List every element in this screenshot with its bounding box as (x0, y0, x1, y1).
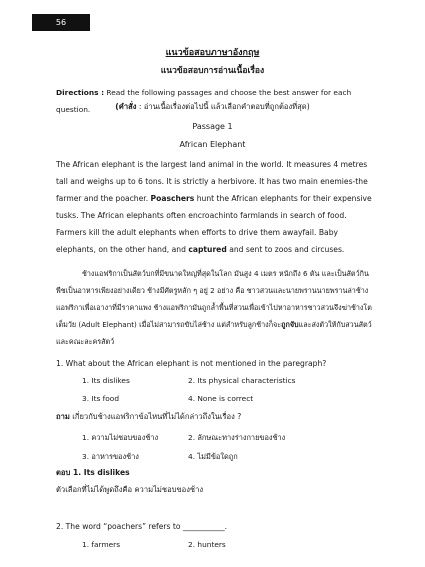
q1-thai-text: เกี่ยวกับช้างแอฟริกาข้อไหนที่ไม่ได้กล่าวถึงในเรื่อง ? (69, 412, 242, 421)
q1-answer: ตอบ 1. Its dislikes (56, 468, 130, 477)
paragraph-part1: The African elephant is the largest land animal in the world. It measures 4 metres tall and weighs up to 6 tons. It is strictly a herbivore. It has two main enemies-the farmer and the poacher. (56, 160, 368, 203)
thai-paragraph (56, 265, 372, 350)
paragraph-part2: hunt the African elephants for their expensive tusks. The African elephants often encroachinto farmlands in search of food. Farmers kill the adult elephants when efforts to drive them awayfail. Baby elephants, on the other hand, and (56, 194, 372, 254)
page-title: แนวข้อสอบภาษาอังกฤษ (165, 48, 260, 58)
q2-option-1: 1. farmers (82, 540, 121, 549)
directions-label: Directions : (56, 88, 105, 97)
q1-option-3: 3. Its food (82, 394, 120, 403)
question1-text: 1. What about the African elephant is not mentioned in the paregraph? (56, 359, 327, 368)
q1-thai-option-1: 1. ความไม่ชอบของช้าง (82, 433, 159, 442)
q1-thai-option-3: 3. อาหารของช้าง (82, 452, 139, 461)
paragraph-part3: and sent to zoos and circuses. (226, 245, 345, 254)
q1-option-1: 1. Its dislikes (82, 376, 130, 385)
thai-directions (0, 101, 425, 113)
thai-paragraph-part1: ช้างแอฟริกาเป็นสัตว์บกที่มีขนาดใหญ่ที่สุดในโลก มันสูง 4 เมตร หนักถึง 6 ตัน และเป็นสัตว์กินพืชเป็นอาหารเพียงอย่างเดียว ช้างมีศัตรูหลัก ๆ อยู่ 2 อย่าง คือ ชาวสวนและนายพรานนายพรานล่าช้างแอฟริกาเพื่อเอางาที่มีราคาแพง ช้างแอฟริกามันถูกล้ำพื้นที่สวนเพื่อเข้าไปหาอาหารชาวสวนจึงฆ่าช้างโตเต็มวัย (Adult Elephant) เมื่อไม่สามารถขับไล่ช้าง แต่สำหรับลูกช้างก็จะ (56, 269, 372, 329)
thai-directions-text: : อ่านเนื้อเรื่องต่อไปนี้ แล้วเลือกคำตอบที่ถูกต้องที่สุด) (136, 102, 310, 111)
question2-text: 2. The word “poachers” refers to ___________. (56, 522, 228, 531)
page-number-tab: 56 (32, 14, 90, 31)
q1-thai-question (56, 408, 372, 425)
q1-thai-option-4: 4. ไม่มีข้อใดถูก (188, 452, 238, 461)
q1-option-2: 2. Its physical characteristics (188, 376, 296, 385)
captured-word: captured (188, 245, 227, 254)
q1-thai-option-2: 2. ลักษณะทางร่างกายของช้าง (188, 433, 286, 442)
thai-directions-label: (คำสั่ง (115, 102, 137, 111)
english-paragraph (56, 156, 372, 258)
thai-paragraph-bold: ถูกจับ (281, 320, 299, 329)
q1-option-4: 4. None is correct (188, 394, 254, 403)
passage-title: African Elephant (179, 140, 246, 149)
q2-option-2: 2. hunters (188, 540, 226, 549)
q1-explanation: ตัวเลือกที่ไม่ได้พูดถึงคือ ความไม่ชอบของช้าง (56, 485, 204, 494)
directions-text: Read the following passages and choose the best answer for each question. (56, 88, 352, 114)
thai-paragraph-part2: และส่งตัวให้กับสวนสัตว์และคณะละครสัตว์ (56, 320, 372, 346)
passage-label: Passage 1 (192, 122, 233, 131)
page-subtitle: แนวข้อสอบการอ่านเนื้อเรื่อง (160, 66, 265, 76)
poachers-word: Poaschers (150, 194, 195, 203)
q1-thai-label: ถาม (56, 412, 70, 421)
